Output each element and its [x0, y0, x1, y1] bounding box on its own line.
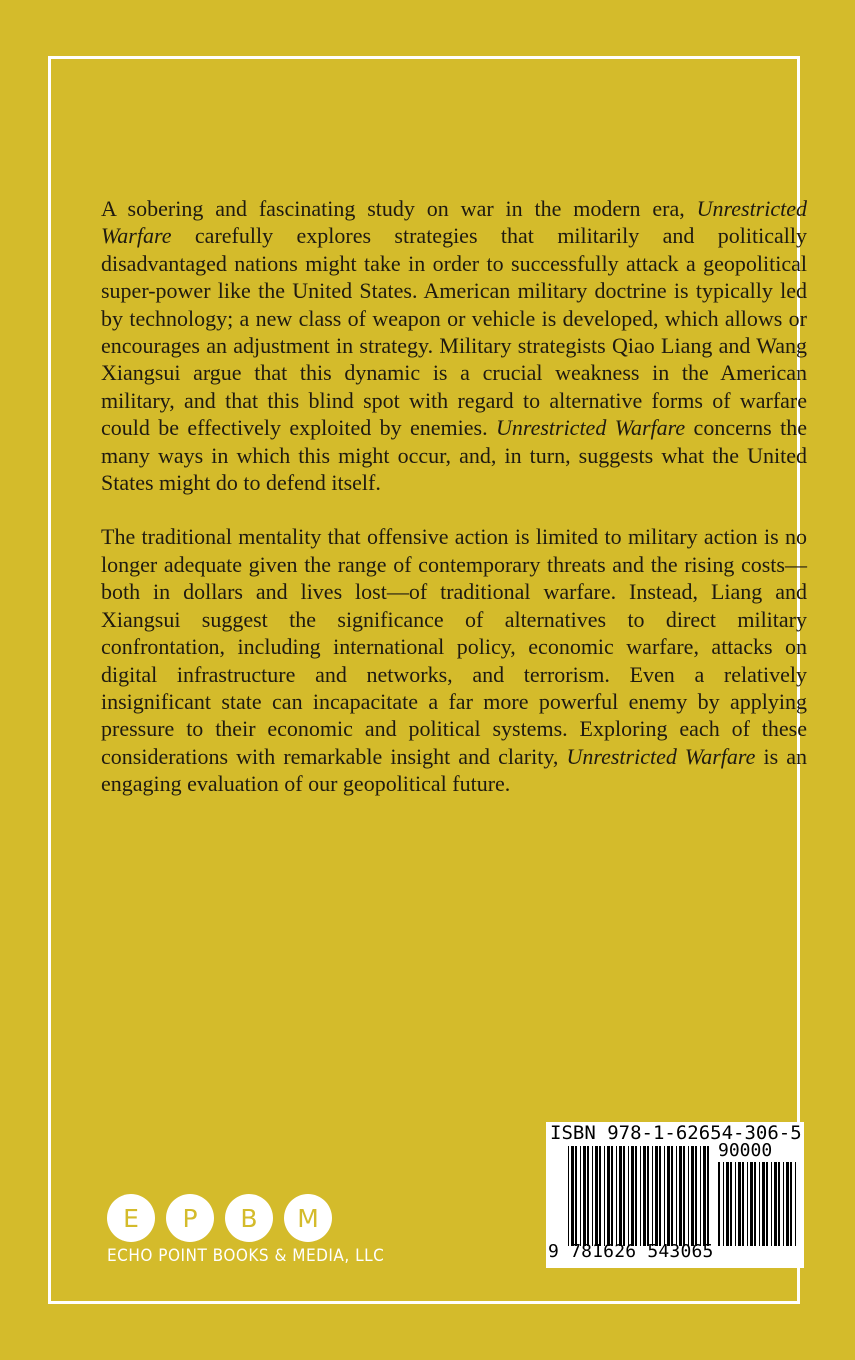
barcode-bar: [643, 1146, 646, 1246]
barcode-bar: [700, 1146, 701, 1246]
barcode-bar: [676, 1146, 677, 1246]
barcode-bar: [580, 1146, 581, 1246]
ean13-barcode-bars: [568, 1146, 714, 1246]
barcode-bar: [754, 1162, 756, 1246]
barcode-bar: [592, 1146, 593, 1246]
barcode-bar: [604, 1146, 605, 1246]
barcode-bar: [723, 1162, 724, 1246]
book-title-italic: Unrestricted Warfare: [101, 196, 807, 249]
price-code: 90000: [718, 1140, 773, 1161]
barcode-bar: [742, 1162, 744, 1246]
logo-circle-p: P: [166, 1194, 214, 1242]
barcode-bar: [683, 1146, 685, 1246]
barcode-bar: [583, 1146, 586, 1246]
blurb-text-run: The traditional mentality that offensive action is limited to military action is no longer adequate given the range of contemporary threats and the rising costs—both in dollars and lives lost—of traditional warfare. Instead, Liang and Xiangsui suggest the significance of alternatives to direct military confrontation, including international policy, economic warfare, attacks on digital infrastructure and networks, and terrorism. Even a relatively insignificant state can incapacitate a far more powerful enemy by applying pressure to their economic and political systems. Exploring each of these considerations with remarkable insight and clarity,: [101, 524, 807, 769]
barcode-bar: [783, 1162, 784, 1246]
ean-digits: 9 781626 543065: [548, 1241, 714, 1262]
barcode-bar: [750, 1162, 753, 1246]
logo-letter-circles: [107, 1194, 367, 1242]
barcode-bar: [695, 1146, 697, 1246]
barcode-bar: [726, 1162, 729, 1246]
barcode-bar: [759, 1162, 760, 1246]
barcode-bar: [762, 1162, 765, 1246]
blurb-text-run: A sobering and fascinating study on war in the modern era,: [101, 196, 697, 221]
barcode-bar: [738, 1162, 741, 1246]
barcode-bar: [611, 1146, 613, 1246]
blurb-text-run: concerns the many ways in which this might occur, and, in turn, suggests what the United States might do to defend itself.: [101, 415, 807, 496]
barcode-bar: [623, 1146, 625, 1246]
isbn-barcode: [546, 1122, 804, 1268]
logo-circle-m: M: [284, 1194, 332, 1242]
barcode-bar: [635, 1146, 637, 1246]
barcode-bar: [628, 1146, 629, 1246]
barcode-bar: [747, 1162, 748, 1246]
book-title-italic: Unrestricted Warfare: [566, 743, 756, 769]
barcode-bar: [778, 1162, 780, 1246]
barcode-bar: [647, 1146, 649, 1246]
barcode-bar: [575, 1146, 577, 1246]
barcode-bar: [667, 1146, 670, 1246]
logo-circle-e: E: [107, 1194, 155, 1242]
barcode-bar: [688, 1146, 689, 1246]
barcode-bar: [679, 1146, 682, 1246]
barcode-bar: [571, 1146, 574, 1246]
blurb-paragraph-1: [101, 195, 807, 496]
barcode-bar: [790, 1162, 792, 1246]
barcode-bar: [703, 1146, 706, 1246]
barcode-bar: [774, 1162, 777, 1246]
barcode-bar: [655, 1146, 658, 1246]
barcode-bar: [718, 1162, 720, 1246]
blurb-paragraph-2: [101, 523, 807, 797]
publisher-logo: [107, 1194, 385, 1266]
publisher-name: ECHO POINT BOOKS & MEDIA, LLC: [107, 1246, 385, 1266]
barcode-bar: [771, 1162, 772, 1246]
barcode-bar: [652, 1146, 653, 1246]
barcode-bar: [735, 1162, 736, 1246]
barcode-bar: [599, 1146, 601, 1246]
barcode-bar: [587, 1146, 589, 1246]
barcode-bar: [691, 1146, 694, 1246]
barcode-bar: [619, 1146, 622, 1246]
blurb-text-run: is an engaging evaluation of our geopolitical future.: [101, 743, 807, 797]
barcode-bar: [786, 1162, 789, 1246]
barcode-bar: [616, 1146, 617, 1246]
barcode-bar: [664, 1146, 665, 1246]
barcode-bar: [607, 1146, 610, 1246]
barcode-bar: [659, 1146, 661, 1246]
book-title-italic: Unrestricted Warfare: [495, 415, 686, 441]
barcode-bar: [568, 1146, 569, 1246]
logo-circle-b: B: [225, 1194, 273, 1242]
barcode-bar: [766, 1162, 768, 1246]
barcode-bar: [595, 1146, 598, 1246]
barcode-bar: [795, 1162, 796, 1246]
back-cover-blurb: [101, 195, 807, 825]
price-addon-barcode-bars: [718, 1162, 800, 1246]
barcode-bar: [640, 1146, 641, 1246]
barcode-bar: [730, 1162, 732, 1246]
barcode-bar: [631, 1146, 634, 1246]
barcode-bar: [671, 1146, 673, 1246]
isbn-label: ISBN 978-1-62654-306-5: [550, 1122, 802, 1144]
blurb-text-run: carefully explores strategies that militarily and politically disadvantaged nations might take in order to successfully attack a geopolitical super-power like the United States. American military doctrine is typically led by technology; a new class of weapon or vehicle is developed, which allows or encourages an adjustment in strategy. Military strategists Qiao Liang and Wang Xiangsui argue that this dynamic is a crucial weakness in the American military, and that this blind spot with regard to alternative forms of warfare could be effectively exploited by enemies.: [101, 223, 807, 441]
barcode-bar: [707, 1146, 709, 1246]
